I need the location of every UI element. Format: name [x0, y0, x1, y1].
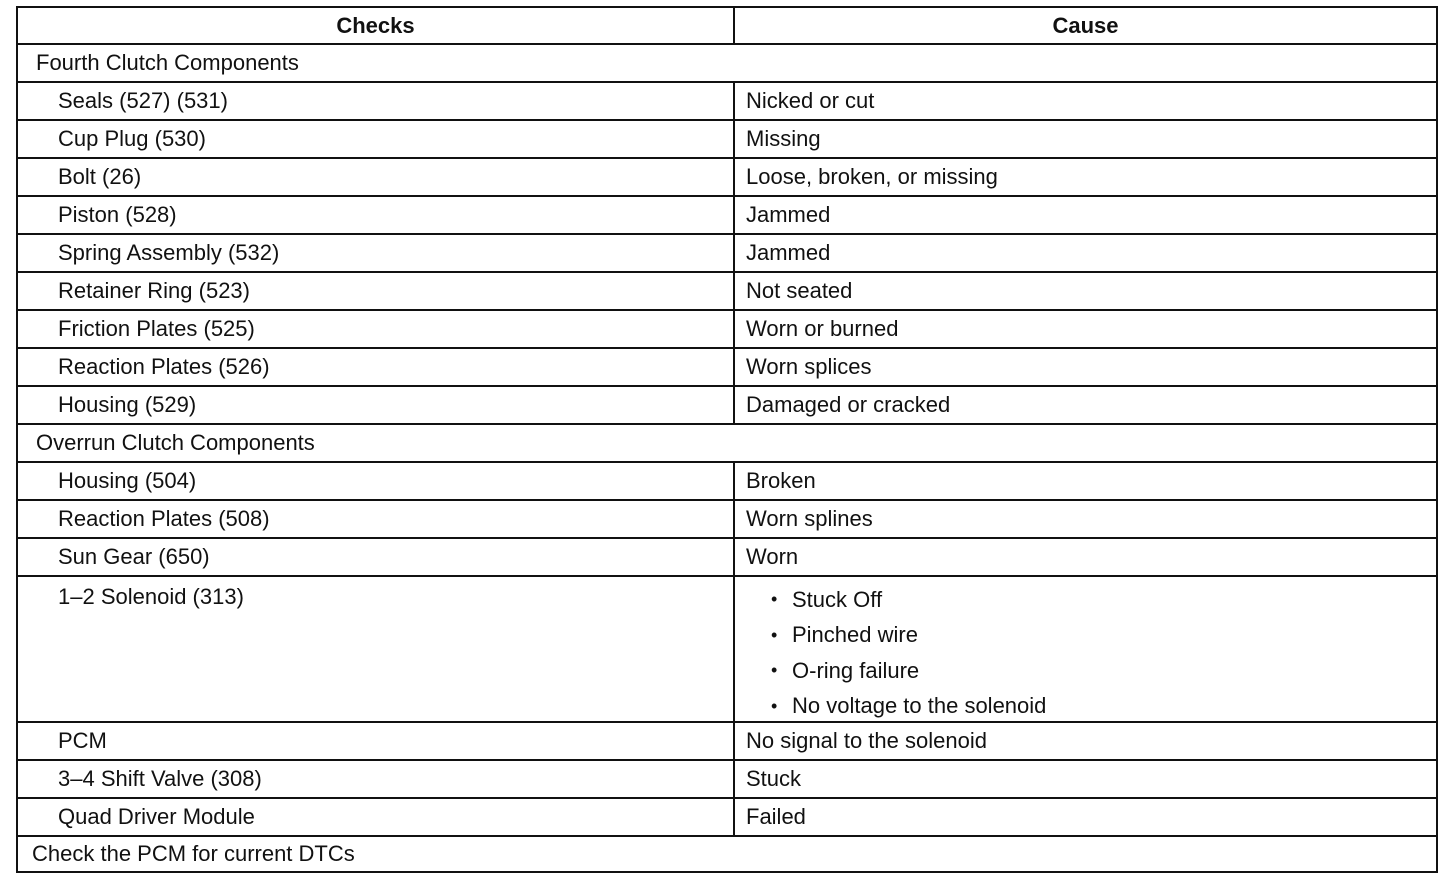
bullet-icon: • — [771, 624, 778, 645]
check-cell: Housing (504) — [58, 468, 197, 493]
list-item — [771, 653, 1046, 689]
cause-cell: Worn splines — [733, 501, 1436, 537]
check-cell: Friction Plates (525) — [58, 316, 255, 341]
check-cell: PCM — [58, 728, 107, 753]
diagnostic-table — [16, 6, 1438, 873]
table-row-solenoid — [18, 575, 1436, 721]
check-cell: Retainer Ring (523) — [58, 278, 250, 303]
cause-cell: Worn — [733, 539, 1436, 575]
check-cell: Sun Gear (650) — [58, 544, 210, 569]
cause-cell — [733, 577, 1436, 721]
cause-bullet-list — [746, 582, 1046, 724]
bullet-icon: • — [771, 695, 778, 716]
cause-cell: Damaged or cracked — [733, 387, 1436, 423]
list-item — [771, 582, 1046, 618]
check-cell: Bolt (26) — [58, 164, 142, 189]
check-cell: Piston (528) — [58, 202, 177, 227]
table-row — [18, 195, 1436, 233]
bullet-icon: • — [771, 589, 778, 610]
header-cause: Cause — [733, 8, 1436, 43]
cause-cell: Worn or burned — [733, 311, 1436, 347]
cause-cell: Jammed — [733, 197, 1436, 233]
list-item-text: No voltage to the solenoid — [792, 693, 1047, 719]
table-row — [18, 759, 1436, 797]
table-row — [18, 385, 1436, 423]
check-cell: Spring Assembly (532) — [58, 240, 280, 265]
table-row — [18, 797, 1436, 835]
table-row — [18, 461, 1436, 499]
cause-cell: Stuck — [733, 761, 1436, 797]
header-checks: Checks — [336, 12, 415, 38]
list-item-text: Pinched wire — [792, 622, 918, 648]
table-row — [18, 309, 1436, 347]
check-cell: Housing (529) — [58, 392, 197, 417]
cause-cell: Jammed — [733, 235, 1436, 271]
table-footer-note: Check the PCM for current DTCs — [18, 835, 1436, 871]
table-row — [18, 233, 1436, 271]
list-item-text: O-ring failure — [792, 657, 920, 683]
table-row — [18, 81, 1436, 119]
cause-cell: No signal to the solenoid — [733, 723, 1436, 759]
table-row — [18, 347, 1436, 385]
table-row — [18, 721, 1436, 759]
cause-cell: Loose, broken, or missing — [733, 159, 1436, 195]
table-header — [18, 8, 1436, 43]
list-item-text: Stuck Off — [792, 586, 883, 612]
cause-cell: Nicked or cut — [733, 83, 1436, 119]
list-item — [771, 618, 1046, 654]
table-row — [18, 271, 1436, 309]
list-item — [771, 689, 1046, 725]
table-row — [18, 157, 1436, 195]
check-cell: Reaction Plates (526) — [58, 354, 270, 379]
section-title-overrun-clutch: Overrun Clutch Components — [18, 423, 1436, 461]
bullet-icon: • — [771, 660, 778, 681]
check-cell: 1–2 Solenoid (313) — [58, 584, 244, 609]
check-cell: Cup Plug (530) — [58, 126, 206, 151]
check-cell: Quad Driver Module — [58, 804, 255, 829]
section-title-fourth-clutch: Fourth Clutch Components — [18, 43, 1436, 81]
cause-cell: Worn splices — [733, 349, 1436, 385]
table-row — [18, 499, 1436, 537]
table-row — [18, 537, 1436, 575]
cause-cell: Missing — [733, 121, 1436, 157]
cause-cell: Broken — [733, 463, 1436, 499]
cause-cell: Failed — [733, 799, 1436, 835]
check-cell: Reaction Plates (508) — [58, 506, 270, 531]
check-cell: 3–4 Shift Valve (308) — [58, 766, 262, 791]
check-cell: Seals (527) (531) — [58, 88, 228, 113]
cause-cell: Not seated — [733, 273, 1436, 309]
table-row — [18, 119, 1436, 157]
